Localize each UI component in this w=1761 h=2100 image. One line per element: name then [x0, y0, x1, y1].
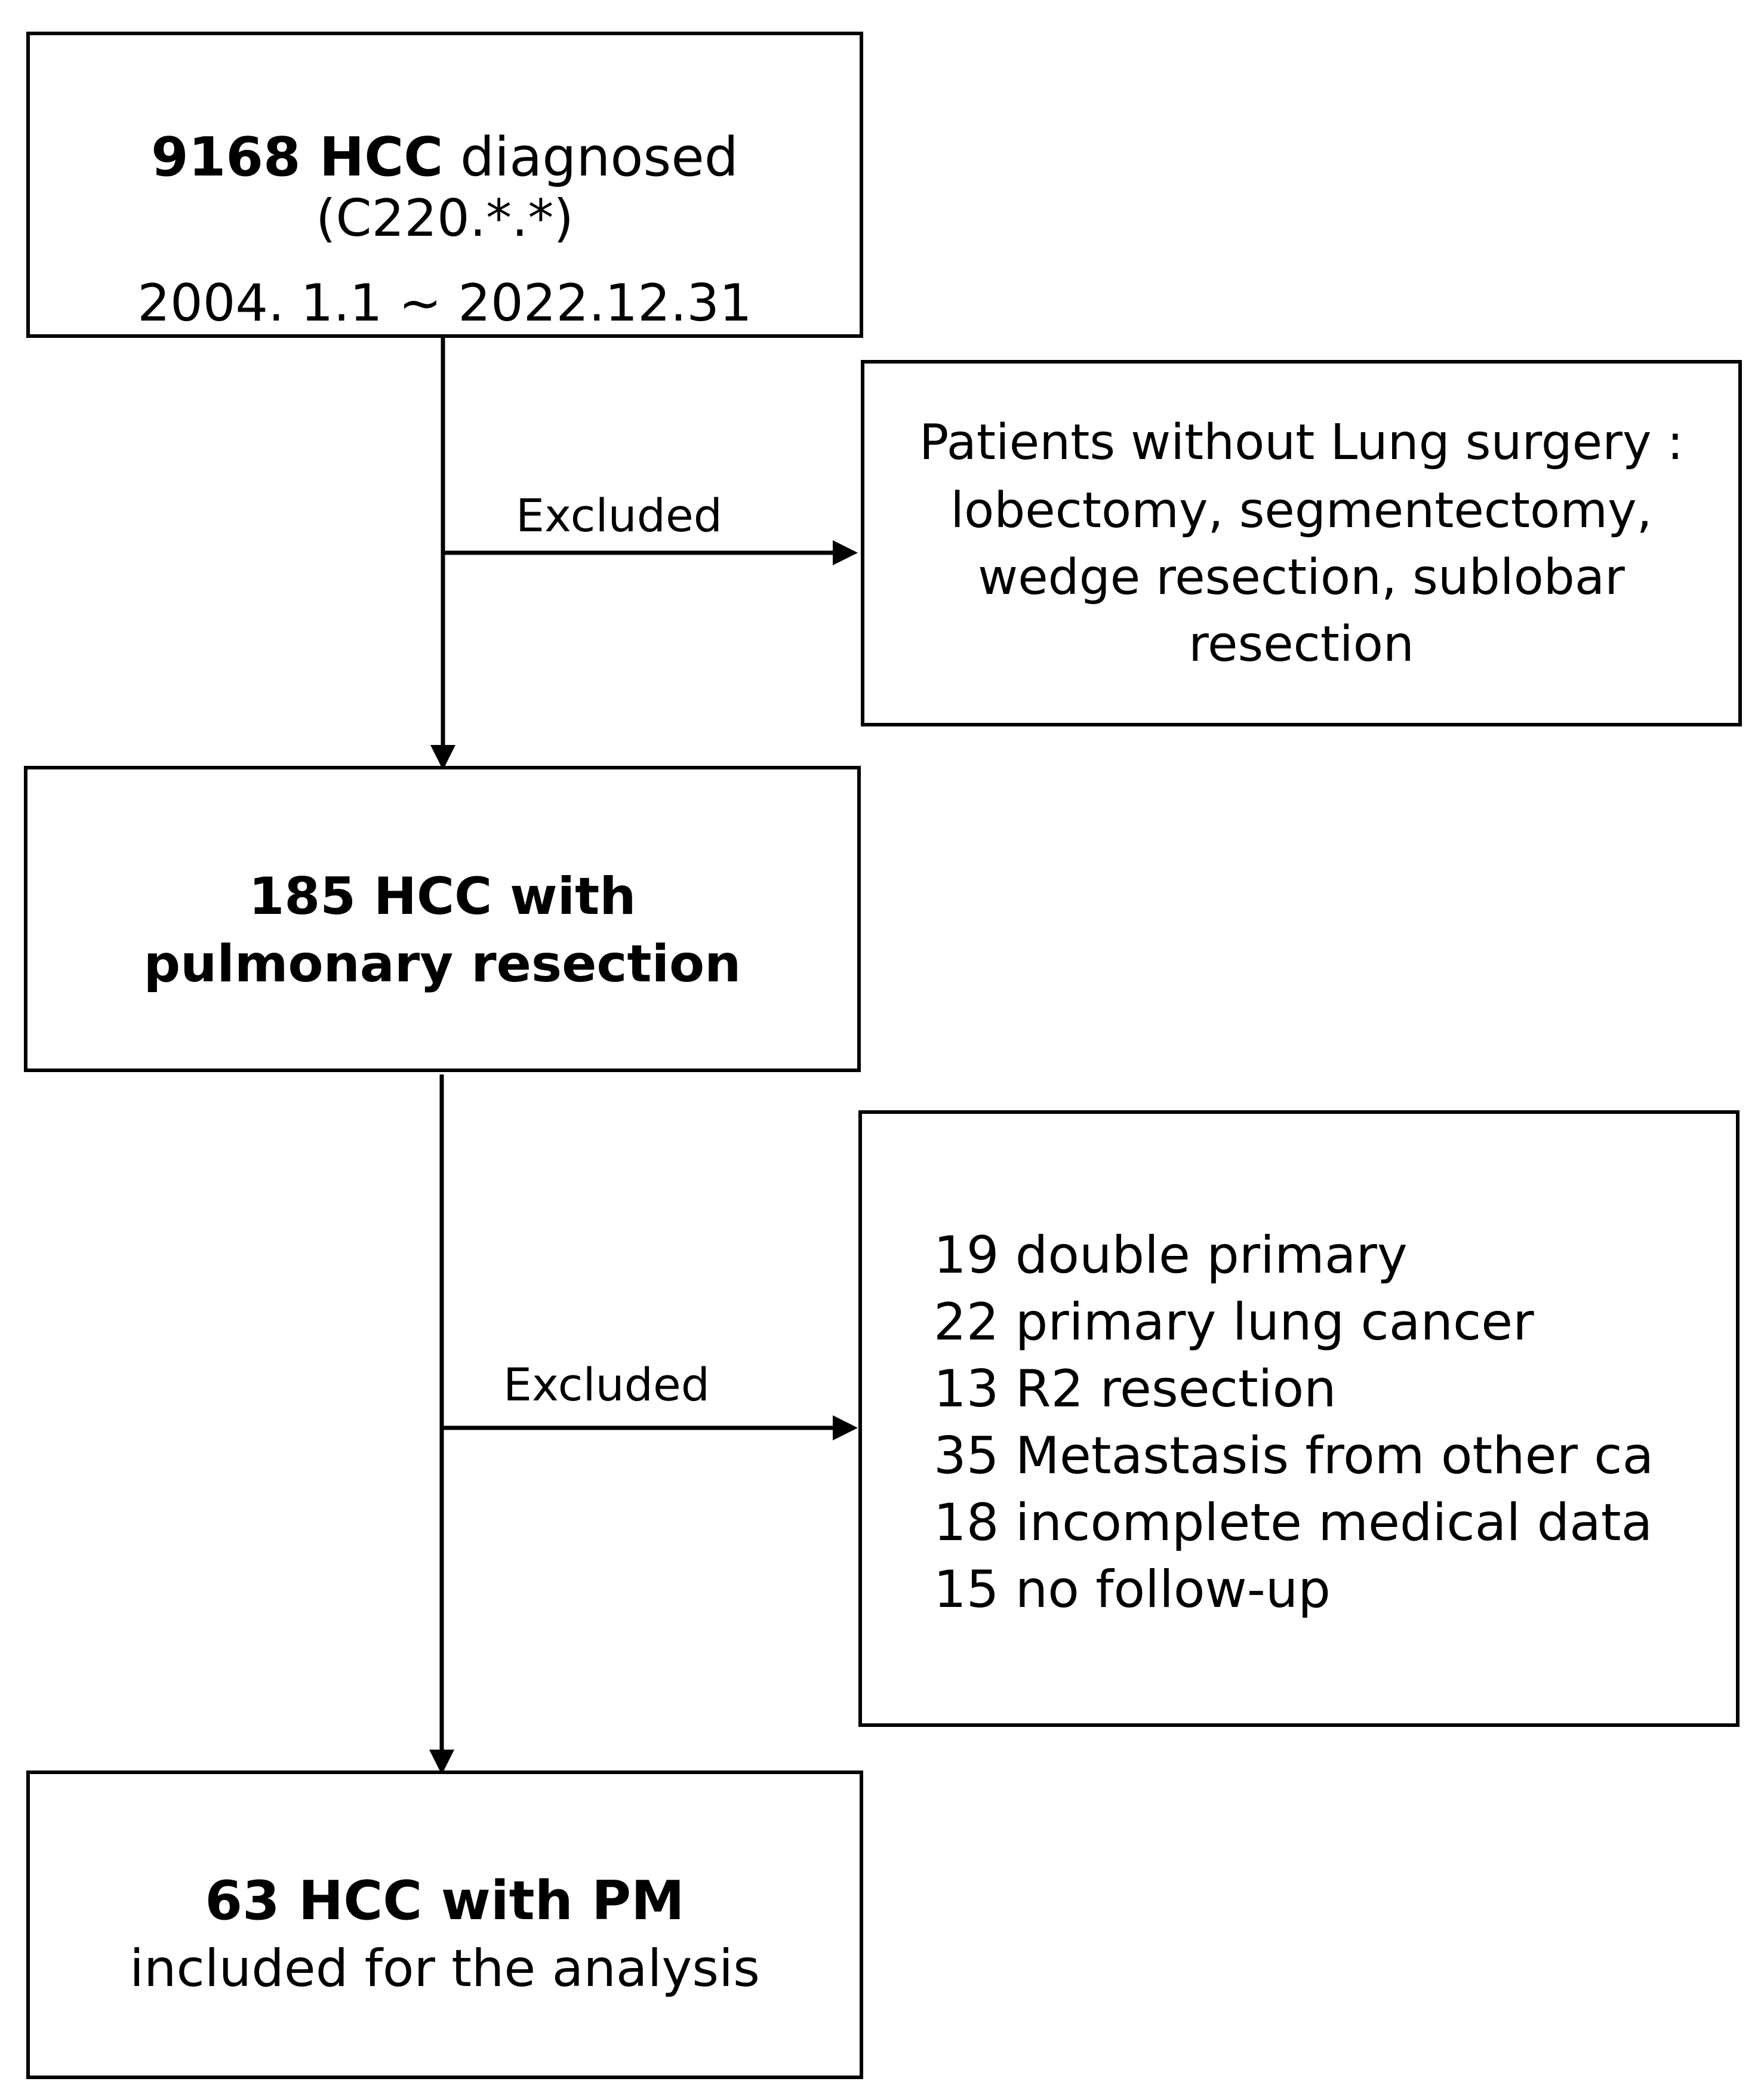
exclusion2-item: 35 Metastasis from other ca	[934, 1426, 1654, 1486]
exclusion1-line-2: lobectomy, segmentectomy,	[950, 482, 1652, 539]
exclusion1-line-1: Patients without Lung surgery :	[919, 414, 1684, 471]
box3-title: 63 HCC with PM	[205, 1870, 685, 1932]
box-pulmonary-resection	[24, 766, 861, 1072]
box-final-cohort	[26, 1770, 863, 2079]
exclusion2-item: 13 R2 resection	[934, 1359, 1337, 1419]
exclusion2-item: 22 primary lung cancer	[934, 1292, 1534, 1352]
exclusion2-list	[934, 1222, 1654, 1623]
box1-count: 9168 HCC	[151, 126, 444, 189]
box-hcc-diagnosed	[26, 32, 863, 338]
exclusion2-item: 19 double primary	[934, 1225, 1408, 1285]
box2-line-2: pulmonary resection	[143, 934, 741, 994]
exclusion2-item: 18 incomplete medical data	[934, 1493, 1653, 1553]
box1-code: (C220.*.*)	[316, 189, 574, 248]
box2-line-1: 185 HCC with	[248, 867, 636, 926]
box1-period: 2004. 1.1 ~ 2022.12.31	[137, 273, 752, 333]
box-exclusion-reasons	[858, 1110, 1740, 1727]
box3-subtitle: included for the analysis	[130, 1939, 760, 1999]
box1-title	[30, 126, 860, 189]
box1-diagnosed: diagnosed	[443, 126, 738, 189]
excluded-label-2: Excluded	[503, 1358, 710, 1411]
exclusion1-line-3: wedge resection, sublobar	[978, 549, 1625, 606]
exclusion2-item: 15 no follow-up	[934, 1560, 1331, 1619]
exclusion1-line-4: resection	[1189, 616, 1414, 673]
box-exclusion-no-lung-surgery	[861, 360, 1742, 726]
excluded-label-1: Excluded	[516, 489, 722, 542]
